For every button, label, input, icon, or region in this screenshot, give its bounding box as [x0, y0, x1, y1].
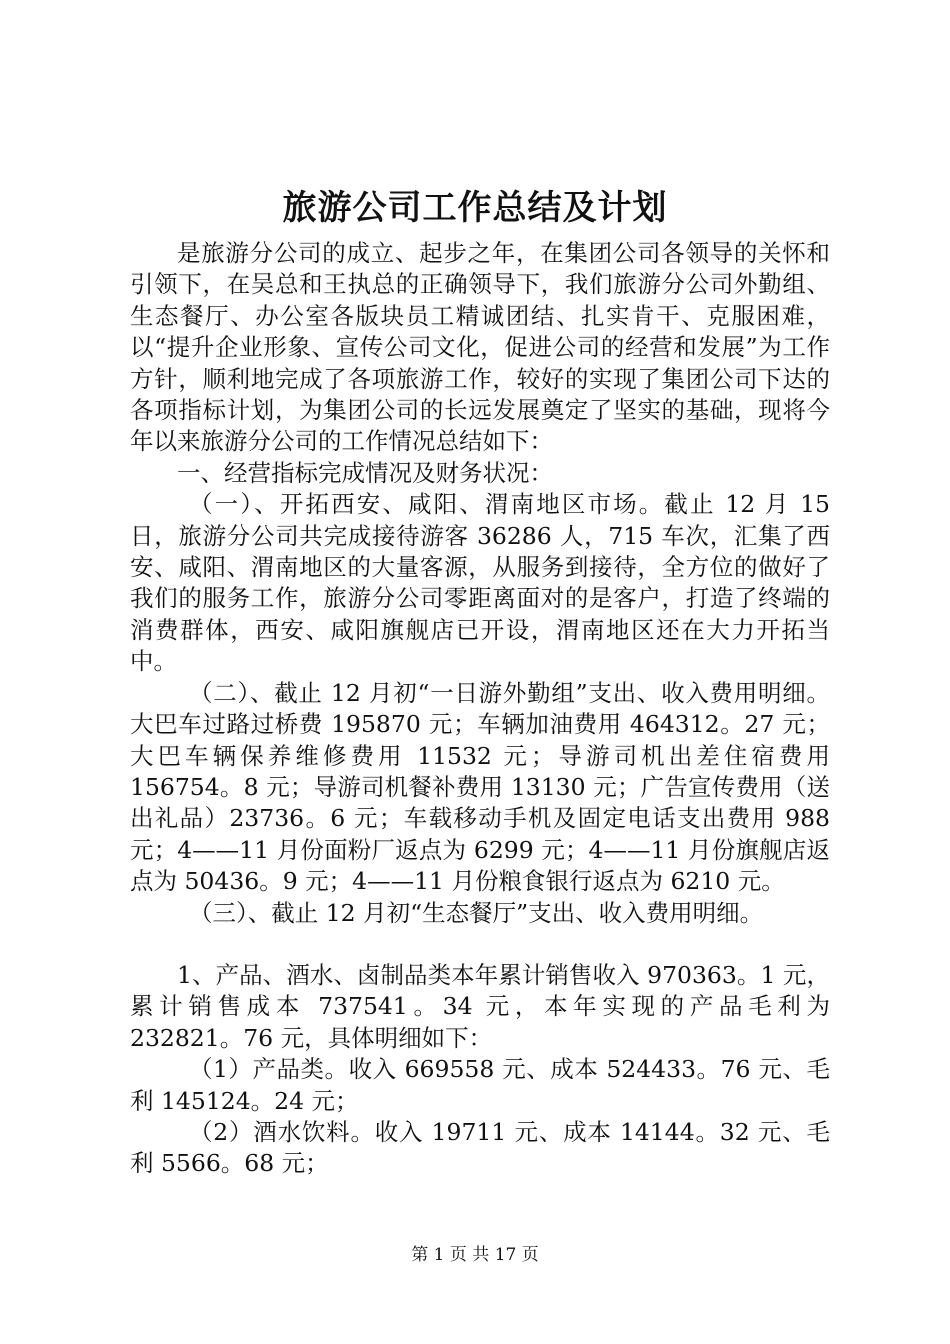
item-1-1-paragraph: （1）产品类。收入 669558 元、成本 524433。76 元、毛利 145124。24 元； [130, 1055, 830, 1115]
blank-line [130, 929, 830, 960]
item-1-paragraph: 1、产品、酒水、卤制品类本年累计销售收入 970363。1 元，累计销售成本 737541。34 元，本年实现的产品毛利为 232821。76 元，具体明细如下： [130, 960, 830, 1052]
intro-paragraph: 是旅游分公司的成立、起步之年，在集团公司各领导的关怀和引领下，在吴总和王执总的正确领导下，我们旅游分公司外勤组、生态餐厅、办公室各版块员工精诚团结、扎实肯干、克服困难，以“提升企业形象、宣传公司文化，促进公司的经营和发展”为工作方针，顺利地完成了各项旅游工作，较好的实现了集团公司下达的各项指标计划，为集团公司的长远发展奠定了坚实的基础，现将今年以来旅游分公司的工作情况总结如下： [130, 239, 830, 456]
subsection-1-paragraph: （一）、开拓西安、咸阳、渭南地区市场。截止 12 月 15 日，旅游分公司共完成接待游客 36286 人，715 车次，汇集了西安、咸阳、渭南地区的大量客源，从服务到接待，全方位的做好了我们的服务工作，旅游分公司零距离面对的是客户，打造了终端的消费群体，西安、咸阳旗舰店已开设，渭南地区还在大力开拓当中。 [130, 490, 830, 676]
item-1-2-paragraph: （2）酒水饮料。收入 19711 元、成本 14144。32 元、毛利 5566。68 元； [130, 1117, 830, 1178]
document-title: 旅游公司工作总结及计划 [282, 188, 668, 228]
subsection-2-paragraph: （二）、截止 12 月初“一日游外勤组”支出、收入费用明细。大巴车过路过桥费 195870 元；车辆加油费用 464312。27 元；大巴车辆保养维修费用 11532 元；导游司机出差住宿费用 156754。8 元；导游司机餐补费用 13130 元；广告宣传费用（送出礼品）23736。6 元；车载移动手机及固定电话支出费用 988 元；4——11 月份面粉厂返点为 6299 元；4——11 月份旗舰店返点为 50436。9 元；4——11 月份粮食银行返点为 6210 元。 [130, 678, 830, 896]
subsection-3-paragraph: （三）、截止 12 月初“生态餐厅”支出、收入费用明细。 [189, 898, 764, 927]
page-footer: 第 1 页 共 17 页 [411, 1245, 539, 1265]
section-heading-1: 一、经营指标完成情况及财务状况： [177, 458, 553, 487]
document-body [130, 238, 830, 1180]
